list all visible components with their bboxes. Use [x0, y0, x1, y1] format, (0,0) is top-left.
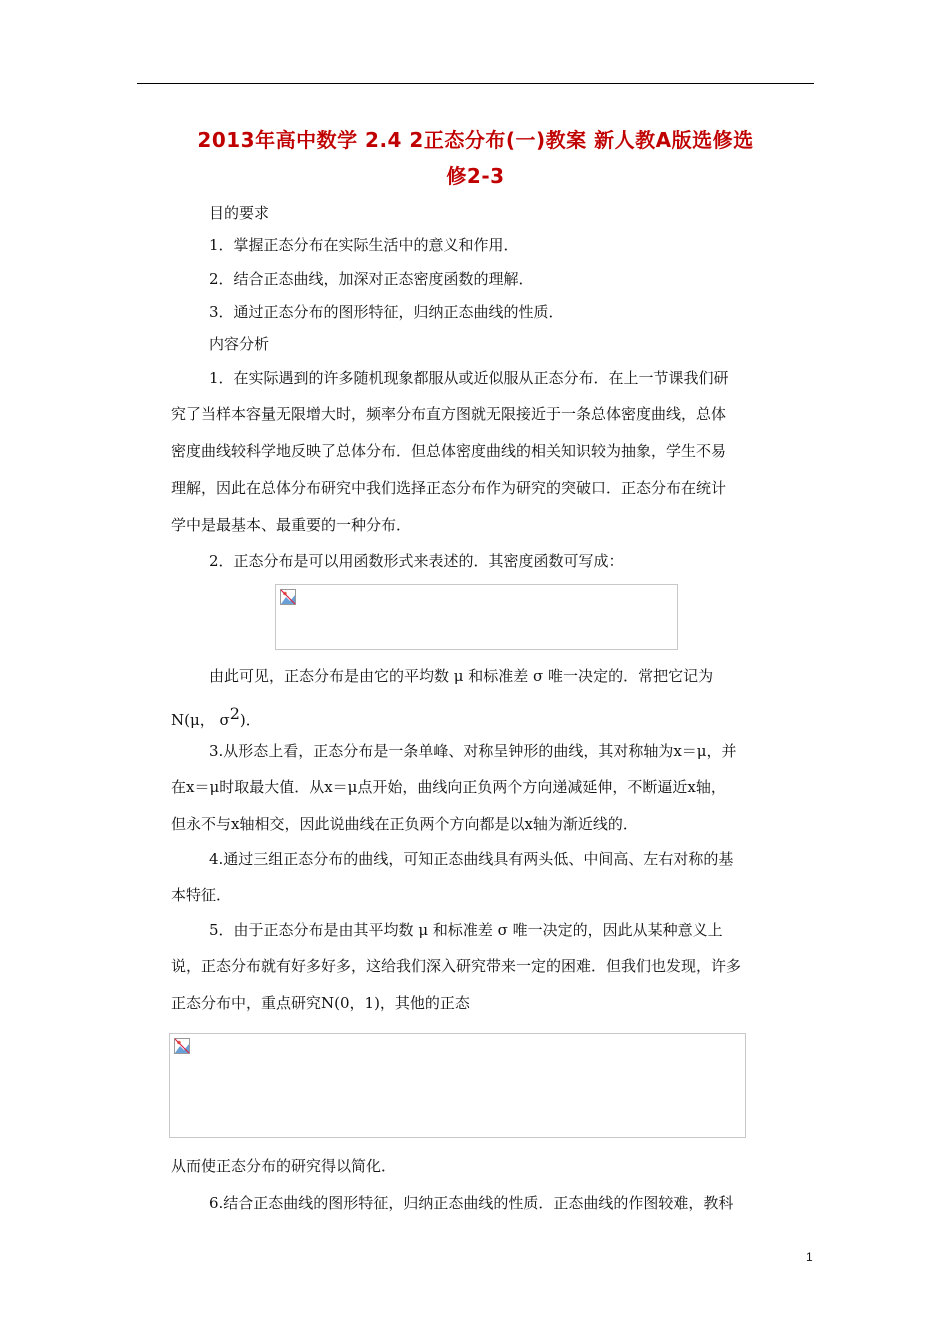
- para5-line2: 说，正态分布就有好多好多，这给我们深入研究带来一定的困难．但我们也发现，许多: [171, 957, 742, 975]
- goal-1: 1．掌握正态分布在实际生活中的意义和作用．: [209, 236, 519, 254]
- doc-title-line1: 2013年高中数学 2.4 2正态分布(一)教案 新人教A版选修选: [197, 128, 754, 152]
- standardization-image-placeholder: [169, 1033, 746, 1138]
- para1-line3: 密度曲线较科学地反映了总体分布．但总体密度曲线的相关知识较为抽象，学生不易: [171, 442, 727, 460]
- para1-line5: 学中是最基本、最重要的一种分布．: [171, 516, 412, 534]
- para3-line2: 在x＝μ时取最大值．从x＝μ点开始，曲线向正负两个方向递减延伸，不断逼近x轴，: [171, 778, 726, 796]
- para2b-line2: [171, 704, 261, 730]
- para1-line1: 1．在实际遇到的许多随机现象都服从或近似服从正态分布．在上一节课我们研: [209, 369, 729, 387]
- para1-line2: 究了当样本容量无限增大时，频率分布直方图就无限接近于一条总体密度曲线，总体: [171, 405, 727, 423]
- goal-2: 2．结合正态曲线，加深对正态密度函数的理解．: [209, 270, 534, 288]
- heading-content: 内容分析: [209, 335, 270, 353]
- page-number: 1: [806, 1250, 813, 1264]
- header-rule: [137, 83, 814, 84]
- normal-notation-a: N(μ， σ: [171, 711, 230, 729]
- doc-title-line2: 修2-3: [446, 164, 505, 188]
- para5-line1: 5．由于正态分布是由其平均数 μ 和标准差 σ 唯一决定的，因此从某种意义上: [209, 921, 723, 939]
- para1-line4: 理解，因此在总体分布研究中我们选择正态分布作为研究的突破口．正态分布在统计: [171, 479, 727, 497]
- broken-image-icon: [280, 589, 296, 605]
- formula-image-placeholder: [275, 584, 678, 650]
- normal-notation-sup: 2: [229, 704, 240, 723]
- broken-image-icon: [174, 1038, 190, 1054]
- goal-3: 3．通过正态分布的图形特征，归纳正态曲线的性质．: [209, 303, 564, 321]
- para3-line3: 但永不与x轴相交，因此说曲线在正负两个方向都是以x轴为渐近线的．: [171, 815, 638, 833]
- para5b: 从而使正态分布的研究得以简化．: [171, 1157, 397, 1175]
- para4-line2: 本特征．: [171, 886, 232, 904]
- para4-line1: 4.通过三组正态分布的曲线，可知正态曲线具有两头低、中间高、左右对称的基: [209, 850, 734, 868]
- para2: 2．正态分布是可以用函数形式来表述的．其密度函数可写成：: [209, 552, 624, 570]
- normal-notation-b: )．: [239, 711, 261, 729]
- heading-goal: 目的要求: [209, 204, 270, 222]
- para6-line1: 6.结合正态曲线的图形特征，归纳正态曲线的性质．正态曲线的作图较难，教科: [209, 1194, 734, 1212]
- para2b-line1: 由此可见，正态分布是由它的平均数 μ 和标准差 σ 唯一决定的．常把它记为: [209, 667, 714, 685]
- para3-line1: 3.从形态上看，正态分布是一条单峰、对称呈钟形的曲线，其对称轴为x＝μ，并: [209, 742, 737, 760]
- para5-line3: 正态分布中，重点研究N(0，1)，其他的正态: [171, 994, 470, 1012]
